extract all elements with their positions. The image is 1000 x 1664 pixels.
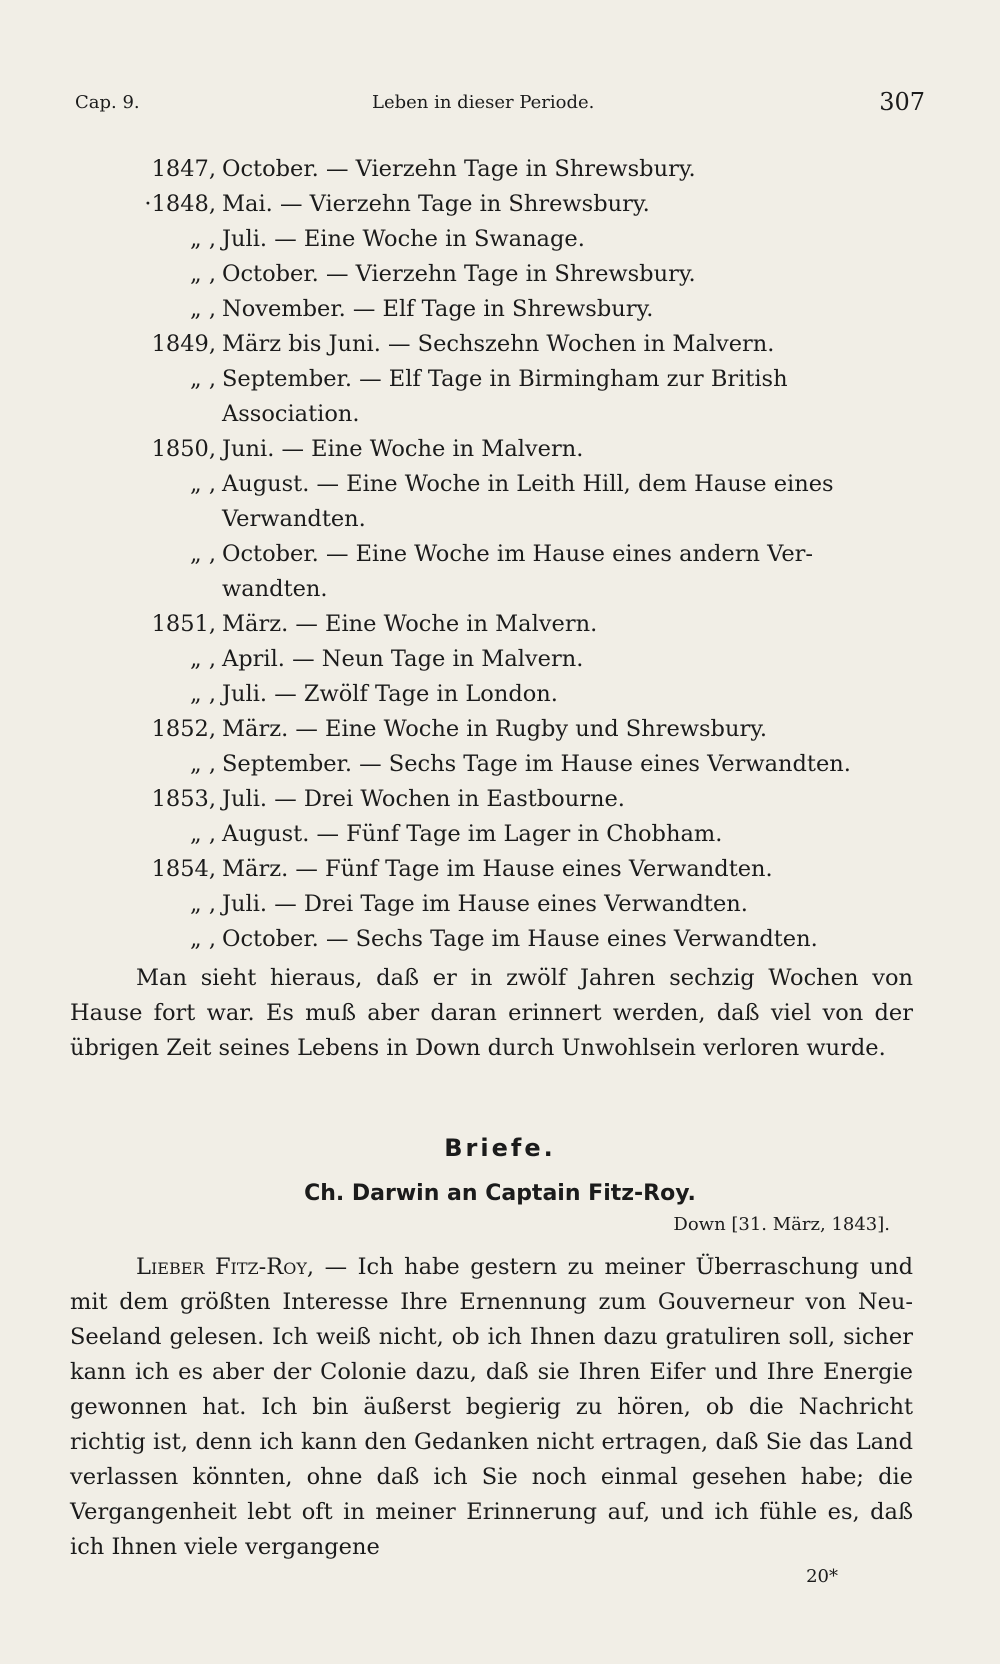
diary-row: [70, 292, 930, 327]
diary-row: [70, 572, 930, 607]
diary-entry: October. — Vierzehn Tage in Shrewsbury.: [222, 156, 696, 182]
diary-entry: März. — Eine Woche in Malvern.: [222, 611, 598, 637]
letter-dateline: Down [31. März, 1843].: [673, 1214, 890, 1235]
letter-text: — Ich habe gestern zu meiner Überraschung und mit dem größten Interesse Ihre Ernennung zum Gouverneur von Neu-Seeland gelesen. Ich weiß nicht, ob ich Ihnen dazu gratuliren soll, sicher kann ich es aber der Colonie dazu, daß sie Ihren Eifer und Ihre Energie gewonnen hat. Ich bin äußerst begierig zu hören, ob die Nachricht richtig ist, denn ich kann den Gedanken nicht ertragen, daß Sie das Land verlassen könnten, ohne daß ich Sie noch einmal gesehen habe; die Vergangenheit lebt oft in meiner Erinnerung auf, und ich fühle es, daß ich Ihnen viele vergangene: [70, 1254, 913, 1560]
diary-year: „ ,: [190, 926, 216, 952]
diary-entry: September. — Sechs Tage im Hause eines Verwandten.: [222, 751, 851, 777]
travel-diary-list: [70, 152, 930, 957]
diary-entry: Verwandten.: [222, 506, 366, 532]
diary-year: „ ,: [190, 261, 216, 287]
diary-year: „ ,: [190, 541, 216, 567]
diary-entry: August. — Eine Woche in Leith Hill, dem Hause eines: [222, 471, 834, 497]
diary-entry: März bis Juni. — Sechszehn Wochen in Malvern.: [222, 331, 775, 357]
diary-year: „ ,: [190, 226, 216, 252]
diary-row: [70, 362, 930, 397]
diary-row: [70, 397, 930, 432]
diary-row: [70, 467, 930, 502]
running-title: Leben in dieser Periode.: [372, 92, 595, 113]
diary-row: [70, 677, 930, 712]
diary-row: [70, 537, 930, 572]
diary-row: [70, 432, 930, 467]
diary-entry: Juli. — Eine Woche in Swanage.: [222, 226, 585, 252]
diary-year: „ ,: [190, 296, 216, 322]
diary-row: [70, 502, 930, 537]
diary-entry: wandten.: [222, 576, 328, 602]
diary-year: „ ,: [190, 821, 216, 847]
chapter-label: Cap. 9.: [75, 92, 140, 113]
letter-title: Ch. Darwin an Captain Fitz-Roy.: [304, 1181, 696, 1206]
diary-row: [70, 327, 930, 362]
diary-row: [70, 152, 930, 187]
diary-entry: Juli. — Drei Tage im Hause eines Verwandten.: [222, 891, 748, 917]
diary-entry: October. — Vierzehn Tage in Shrewsbury.: [222, 261, 696, 287]
diary-entry: September. — Elf Tage in Birmingham zur British: [222, 366, 788, 392]
diary-row: [70, 817, 930, 852]
diary-row: [70, 852, 930, 887]
diary-entry: Association.: [222, 401, 360, 427]
diary-year: „ ,: [190, 646, 216, 672]
diary-row: [70, 607, 930, 642]
diary-entry: Mai. — Vierzehn Tage in Shrewsbury.: [222, 191, 650, 217]
diary-entry: Juni. — Eine Woche in Malvern.: [222, 436, 584, 462]
diary-entry: November. — Elf Tage in Shrewsbury.: [222, 296, 654, 322]
diary-row: [70, 642, 930, 677]
section-title: Briefe.: [444, 1134, 556, 1162]
diary-year: 1847,: [151, 156, 216, 182]
page-number: 307: [879, 88, 925, 116]
diary-row: [70, 887, 930, 922]
diary-year: „ ,: [190, 891, 216, 917]
diary-year: 1849,: [151, 331, 216, 357]
diary-entry: August. — Fünf Tage im Lager in Chobham.: [222, 821, 723, 847]
diary-year: „ ,: [190, 751, 216, 777]
summary-paragraph: [70, 961, 913, 1066]
diary-row: [70, 782, 930, 817]
diary-year: 1854,: [151, 856, 216, 882]
diary-entry: März. — Fünf Tage im Hause eines Verwandten.: [222, 856, 773, 882]
diary-row: [70, 222, 930, 257]
diary-year: 1853,: [151, 786, 216, 812]
diary-entry: October. — Eine Woche im Hause eines andern Ver-: [222, 541, 813, 567]
diary-row: [70, 187, 930, 222]
diary-entry: October. — Sechs Tage im Hause eines Verwandten.: [222, 926, 818, 952]
signature-mark: 20*: [806, 1566, 838, 1587]
page-header: [75, 88, 925, 122]
diary-year: 1851,: [151, 611, 216, 637]
diary-entry: Juli. — Drei Wochen in Eastbourne.: [222, 786, 625, 812]
summary-text: Man sieht hieraus, daß er in zwölf Jahren sechzig Wochen von Hause fort war. Es muß aber daran erinnert werden, daß viel von der übrigen Zeit seines Lebens in Down durch Unwohlsein verloren wurde.: [70, 965, 913, 1061]
diary-year: ·1848,: [144, 191, 216, 217]
diary-entry: April. — Neun Tage in Malvern.: [222, 646, 584, 672]
diary-year: 1852,: [151, 716, 216, 742]
diary-year: 1850,: [151, 436, 216, 462]
diary-row: [70, 747, 930, 782]
diary-year: „ ,: [190, 471, 216, 497]
letter-paragraph: [70, 1250, 913, 1565]
diary-row: [70, 257, 930, 292]
diary-entry: März. — Eine Woche in Rugby und Shrewsbury.: [222, 716, 768, 742]
diary-row: [70, 712, 930, 747]
diary-row: [70, 922, 930, 957]
letter-salutation: Lieber Fitz-Roy,: [136, 1254, 315, 1280]
letter-body: [70, 1250, 913, 1565]
diary-year: „ ,: [190, 681, 216, 707]
diary-year: „ ,: [190, 366, 216, 392]
diary-entry: Juli. — Zwölf Tage in London.: [222, 681, 558, 707]
